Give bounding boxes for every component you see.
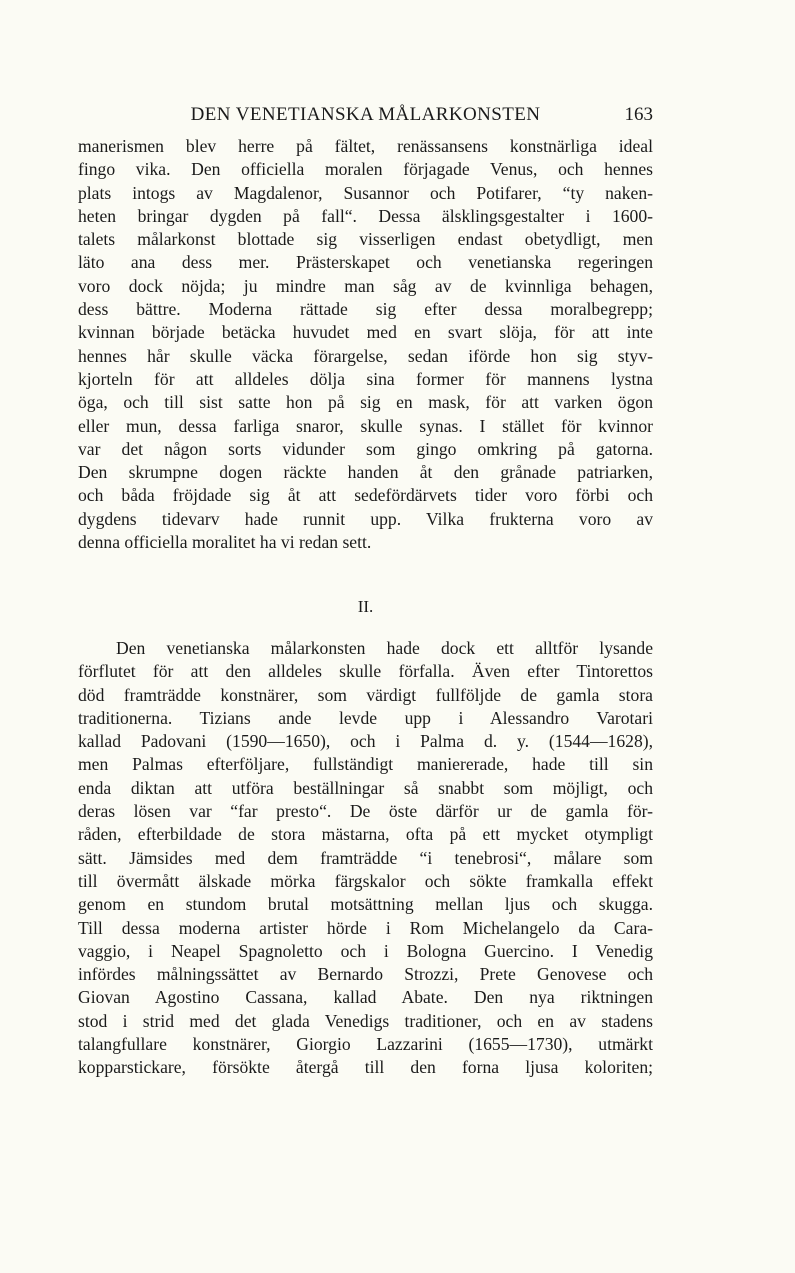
running-title: DEN VENETIANSKA MÅLARKONSTEN: [190, 104, 541, 125]
text-line: infördes målningssättet av Bernardo Strozzi, Prete Genovese och: [78, 964, 653, 985]
paragraph-2: [78, 637, 653, 1080]
text-line: traditionerna. Tizians ande levde upp i Alessandro Varotari: [78, 707, 653, 728]
text-line: talets målarkonst blottade sig visserligen endast obetydligt, men: [78, 229, 653, 250]
text-line: förflutet för att den alldeles skulle förfalla. Även efter Tintorettos: [78, 661, 653, 682]
paragraph-1: [78, 135, 653, 554]
text-line: fingo vika. Den officiella moralen förjagade Venus, och hennes: [78, 159, 653, 180]
text-line: enda diktan att utföra beställningar så snabbt som möjligt, och: [78, 777, 653, 798]
text-line: manerismen blev herre på fältet, renässansens konstnärliga ideal: [78, 136, 653, 156]
text-line: Till dessa moderna artister hörde i Rom Michelangelo da Cara-: [78, 917, 653, 938]
text-line: Den skrumpne dogen räckte handen åt den grånade patriarken,: [78, 462, 653, 483]
text-line: till övermått älskade mörka färgskalor och sökte framkalla effekt: [78, 870, 653, 891]
text-line: talangfullare konstnärer, Giorgio Lazzarini (1655—1730), utmärkt: [78, 1034, 653, 1055]
text-line: voro dock nöjda; ju mindre man såg av de kvinnliga behagen,: [78, 275, 653, 296]
text-line: stod i strid med det glada Venedigs traditioner, och en av stadens: [78, 1010, 653, 1031]
text-line: heten bringar dygden på fall“. Dessa älsklingsgestalter i 1600-: [78, 205, 653, 226]
text-line: men Palmas efterföljare, fullständigt maniererade, hade till sin: [78, 754, 653, 775]
text-line: deras lösen var “far presto“. De öste därför ur de gamla för-: [78, 801, 653, 822]
text-line: öga, och till sist satte hon på sig en mask, för att varken ögon: [78, 392, 653, 413]
text-line: sätt. Jämsides med dem framträdde “i tenebrosi“, målare som: [78, 847, 653, 868]
text-line: Giovan Agostino Cassana, kallad Abate. Den nya riktningen: [78, 987, 653, 1008]
text-line: plats intogs av Magdalenor, Susannor och Potifarer, “ty naken-: [78, 182, 653, 203]
text-line: denna officiella moralitet ha vi redan sett.: [78, 532, 372, 553]
text-line: kallad Padovani (1590—1650), och i Palma d. y. (1544—1628),: [78, 731, 653, 752]
text-line: genom en stundom brutal motsättning mellan ljus och skugga.: [78, 894, 653, 915]
text-line: kopparstickare, försökte återgå till den forna ljusa koloriten;: [78, 1057, 653, 1078]
text-line: hennes hår skulle väcka förargelse, sedan iförde hon sig styv-: [78, 345, 653, 366]
text-line: vaggio, i Neapel Spagnoletto och i Bologna Guercino. I Venedig: [78, 940, 653, 961]
page-header: [78, 102, 653, 128]
text-line: läto ana dess mer. Prästerskapet och venetianska regeringen: [78, 252, 653, 273]
text-line: eller mun, dessa farliga snaror, skulle synas. I stället för kvinnor: [78, 415, 653, 436]
text-line: kjorteln för att alldeles dölja sina former för mannens lystna: [78, 368, 653, 389]
section-heading: II.: [357, 597, 374, 616]
text-line: var det någon sorts vidunder som gingo omkring på gatorna.: [78, 438, 653, 459]
text-line: dess bättre. Moderna rättade sig efter dessa moralbegrepp;: [78, 299, 653, 320]
text-line: dygdens tidevarv hade runnit upp. Vilka frukterna voro av: [78, 508, 653, 529]
text-line: kvinnan började betäcka huvudet med en svart slöja, för att inte: [78, 322, 653, 343]
text-line: död framträdde konstnärer, som värdigt fullföljde de gamla stora: [78, 684, 653, 705]
page-number: 163: [624, 104, 653, 125]
text-line: och båda fröjdade sig åt att sedefördärvets tider voro förbi och: [78, 485, 653, 506]
text-line: Den venetianska målarkonsten hade dock ett alltför lysande: [116, 638, 653, 658]
text-line: råden, efterbildade de stora mästarna, ofta på ett mycket otympligt: [78, 824, 653, 845]
